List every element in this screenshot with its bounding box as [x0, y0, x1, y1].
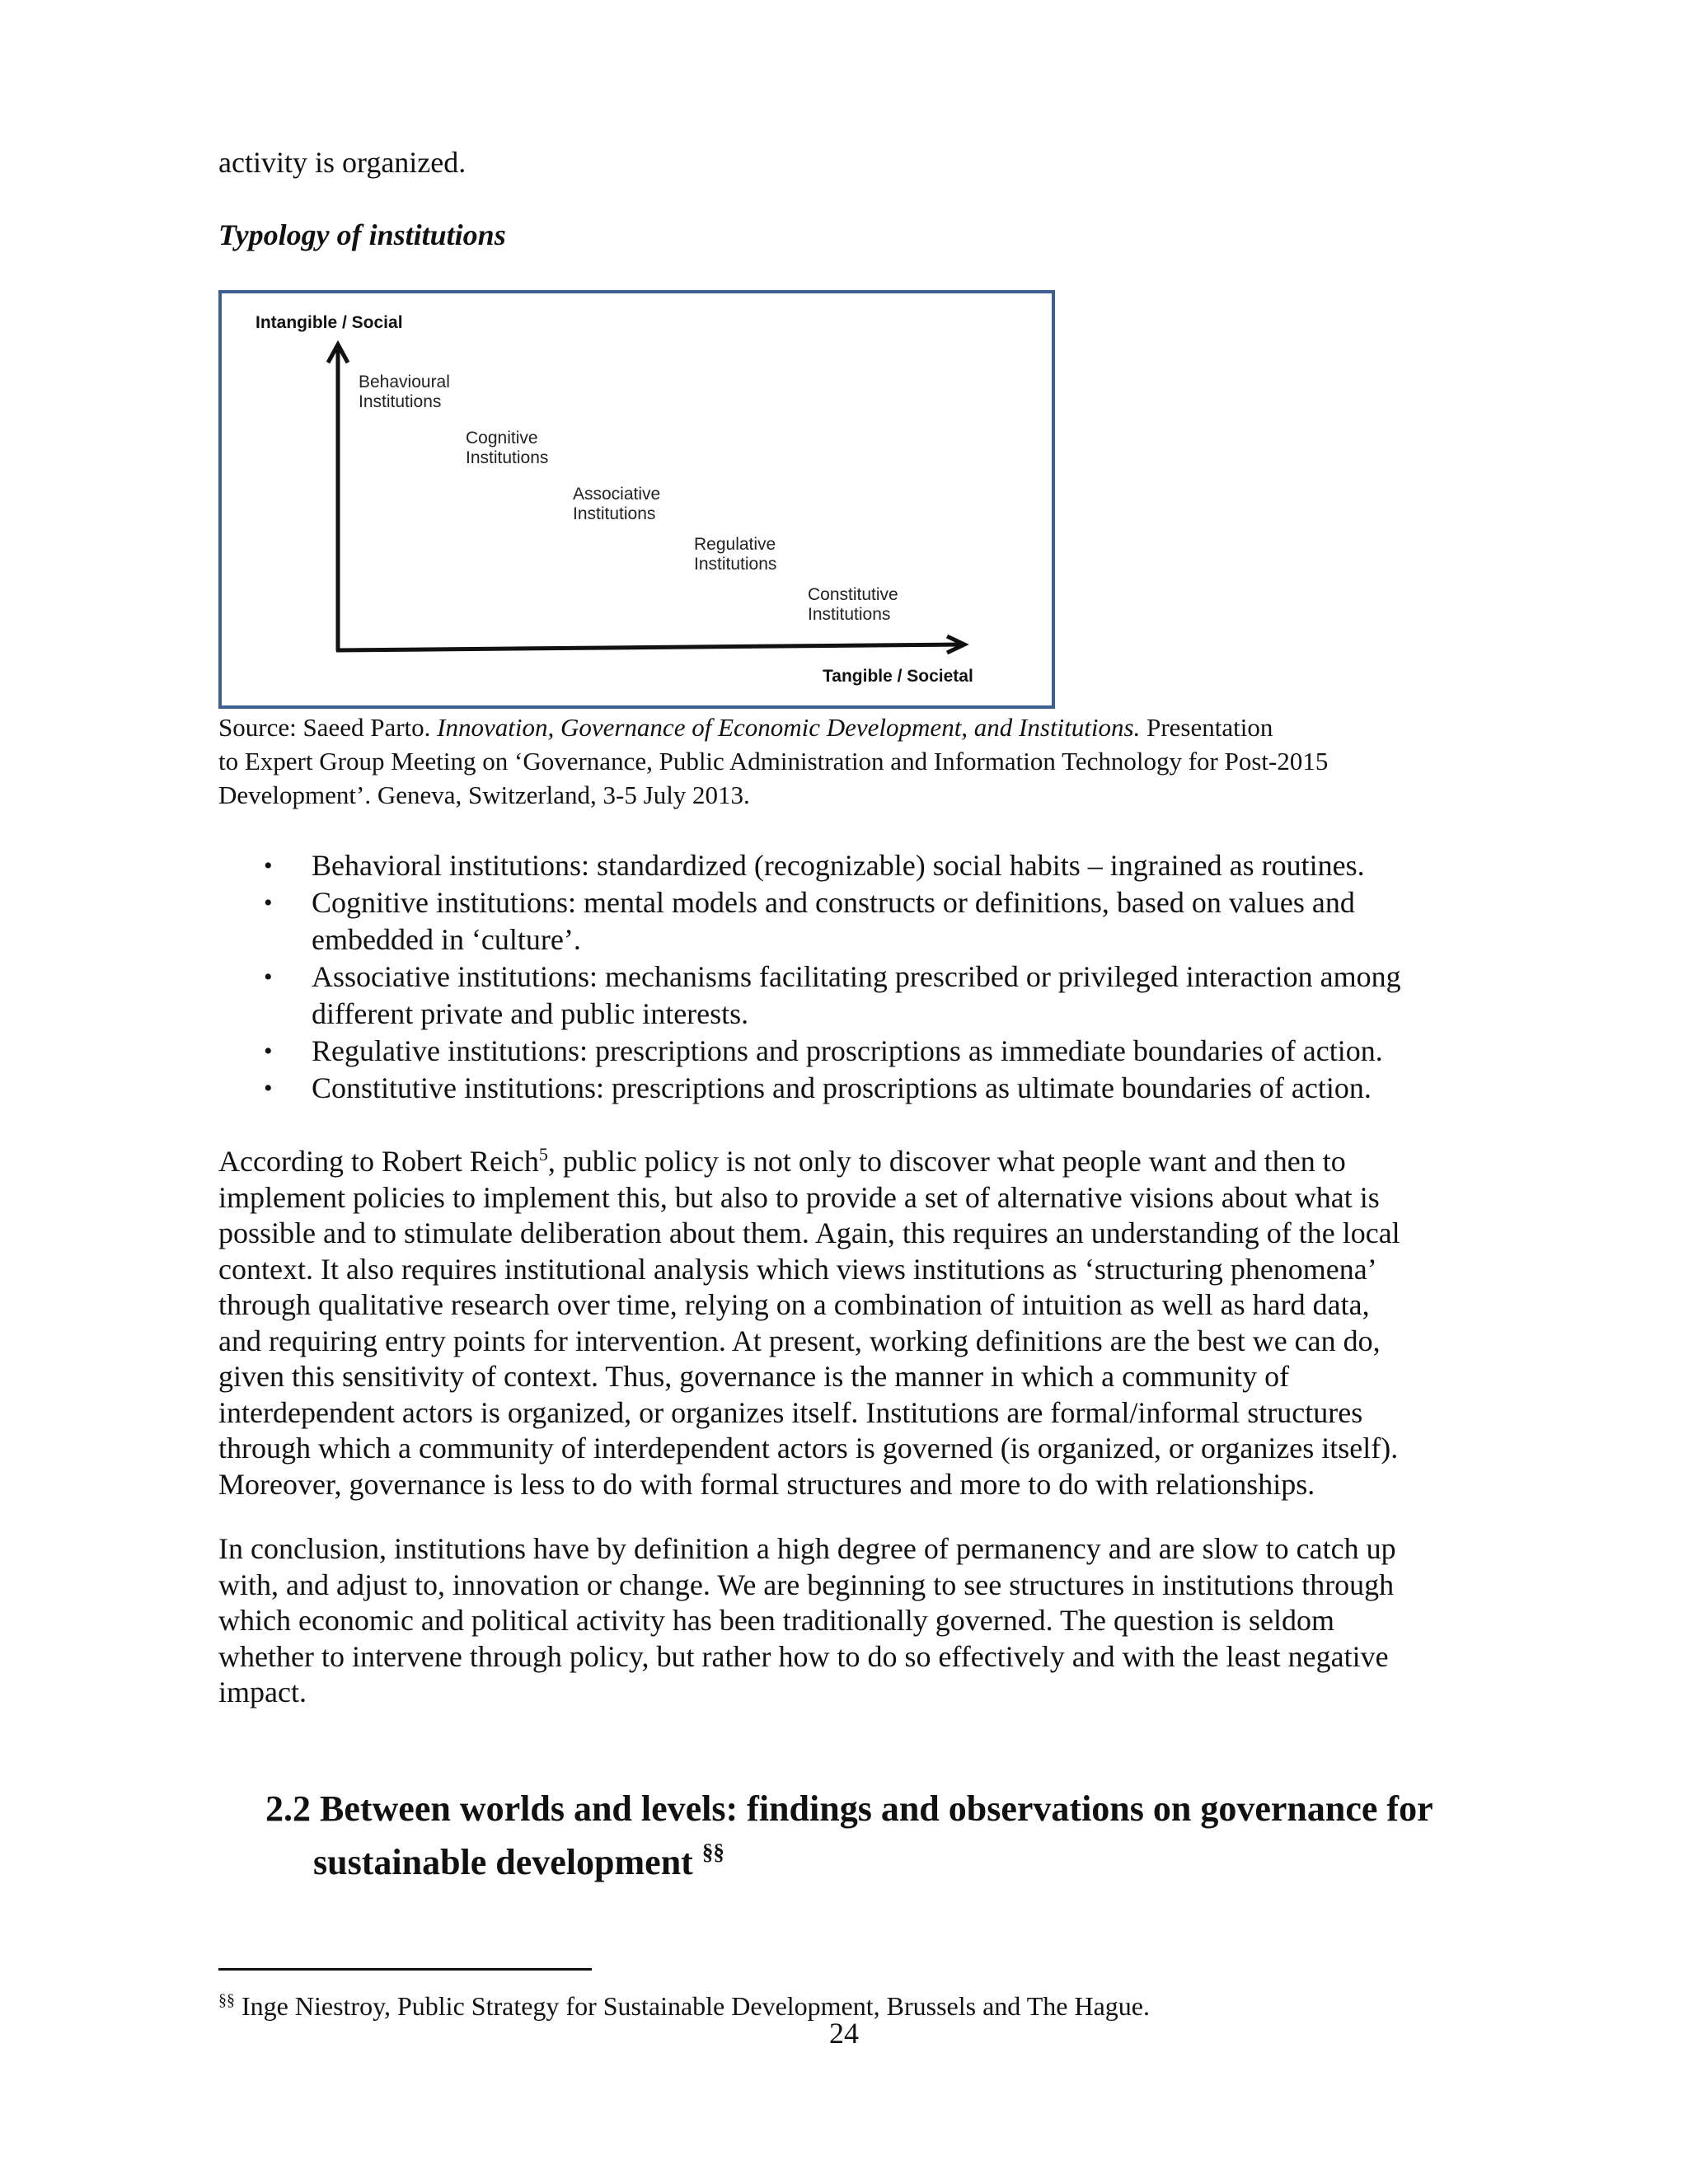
- paragraph-line: through qualitative research over time, relying on a combination of intuition as well as hard data,: [218, 1288, 1370, 1321]
- intro-text: activity is organized.: [218, 146, 467, 179]
- source-title: Innovation, Governance of Economic Development, and Institutions.: [437, 713, 1141, 742]
- item-regulative-sub: Institutions: [694, 555, 777, 574]
- item-cognitive-sub: Institutions: [466, 448, 549, 467]
- bullet-item: [218, 884, 1479, 958]
- paragraph-reich: [218, 1137, 1471, 1502]
- source-prefix: Source: Saeed Parto.: [218, 713, 438, 742]
- paragraph-line: Moreover, governance is less to do with formal structures and more to do with relationships.: [218, 1467, 1315, 1501]
- source-line2: to Expert Group Meeting on ‘Governance, Public Administration and Information Technology for Post-2015: [218, 747, 1329, 776]
- typology-figure: [218, 290, 1055, 709]
- heading-line2: [265, 1830, 1485, 1884]
- heading-footnote-mark: §§: [701, 1840, 724, 1864]
- source-line3: Development’. Geneva, Switzerland, 3-5 July 2013.: [218, 780, 750, 809]
- source-rest: Presentation: [1140, 713, 1273, 742]
- item-constitutive: Constitutive: [808, 585, 898, 604]
- figure-title: Typology of institutions: [218, 218, 506, 251]
- bullet-text: Associative institutions: mechanisms facilitating prescribed or privileged interaction among different private and public interests.: [312, 960, 1401, 1030]
- item-constitutive-sub: Institutions: [808, 605, 891, 624]
- heading-line1: 2.2 Between worlds and levels: findings and observations on governance for: [265, 1788, 1433, 1829]
- paragraph-line: implement policies to implement this, but also to provide a set of alternative visions about what is: [218, 1180, 1380, 1214]
- bullet-text: Regulative institutions: prescriptions and proscriptions as immediate boundaries of action.: [312, 1034, 1383, 1067]
- heading-text: sustainable development: [313, 1842, 702, 1882]
- item-behavioural: Behavioural: [359, 373, 450, 391]
- paragraph-line: whether to intervene through policy, but rather how to do so effectively and with the least negative: [218, 1639, 1389, 1673]
- section-heading: [265, 1787, 1485, 1884]
- bullet-dot: •: [264, 889, 273, 916]
- bullet-item: [218, 847, 1479, 884]
- typology-diagram: [218, 290, 1055, 709]
- bullet-dot: •: [264, 852, 273, 879]
- bullet-text: Constitutive institutions: prescriptions and proscriptions as ultimate boundaries of action.: [312, 1071, 1372, 1104]
- paragraph-line: possible and to stimulate deliberation about them. Again, this requires an understanding of the local: [218, 1216, 1400, 1249]
- paragraph-line: In conclusion, institutions have by definition a high degree of permanency and are slow to catch up: [218, 1532, 1396, 1565]
- item-cognitive: Cognitive: [466, 429, 538, 448]
- footnote-mark: §§: [218, 1991, 235, 2009]
- bullet-dot: •: [264, 963, 273, 991]
- x-axis-label: Tangible / Societal: [823, 667, 973, 686]
- institution-bullet-list: [218, 847, 1479, 1107]
- paragraph-conclusion: [218, 1531, 1471, 1711]
- page-number: 24: [829, 2017, 859, 2050]
- paragraph-line: through which a community of interdependent actors is governed (is organized, or organizes itself).: [218, 1432, 1399, 1465]
- footnote-separator: [218, 1968, 592, 1971]
- footnote-text: Inge Niestroy, Public Strategy for Sustainable Development, Brussels and The Hague.: [235, 1991, 1150, 2021]
- footnote-ref: 5: [538, 1144, 548, 1165]
- bullet-item: [218, 958, 1479, 1033]
- item-behavioural-sub: Institutions: [359, 392, 442, 411]
- figure-source: [218, 710, 1471, 812]
- bullet-text: Behavioral institutions: standardized (recognizable) social habits – ingrained as routines.: [312, 849, 1365, 882]
- bullet-item: [218, 1033, 1479, 1070]
- item-associative-sub: Institutions: [573, 504, 656, 523]
- paragraph-text: According to Robert Reich: [218, 1145, 539, 1178]
- paragraph-line: context. It also requires institutional analysis which views institutions as ‘structuring phenomena’: [218, 1252, 1377, 1286]
- item-associative: Associative: [573, 485, 661, 504]
- paragraph-text: , public policy is not only to discover what people want and then to: [547, 1145, 1346, 1178]
- paragraph-line: given this sensitivity of context. Thus, governance is the manner in which a community of: [218, 1360, 1290, 1393]
- y-axis-label: Intangible / Social: [256, 313, 403, 332]
- paragraph-line: impact.: [218, 1675, 307, 1708]
- bullet-dot: •: [264, 1075, 273, 1102]
- paragraph-line: and requiring entry points for intervention. At present, working definitions are the best we can do,: [218, 1324, 1381, 1357]
- bullet-dot: •: [264, 1038, 273, 1065]
- item-regulative: Regulative: [694, 535, 776, 554]
- bullet-item: [218, 1070, 1479, 1107]
- paragraph-line: which economic and political activity has been traditionally governed. The question is seldom: [218, 1604, 1334, 1637]
- bullet-text: Cognitive institutions: mental models and constructs or definitions, based on values and embedded in ‘culture’.: [312, 886, 1355, 956]
- paragraph-line: [218, 1137, 1471, 1180]
- paragraph-line: with, and adjust to, innovation or change. We are beginning to see structures in institutions through: [218, 1568, 1395, 1601]
- paragraph-line: interdependent actors is organized, or organizes itself. Institutions are formal/informal structures: [218, 1395, 1363, 1429]
